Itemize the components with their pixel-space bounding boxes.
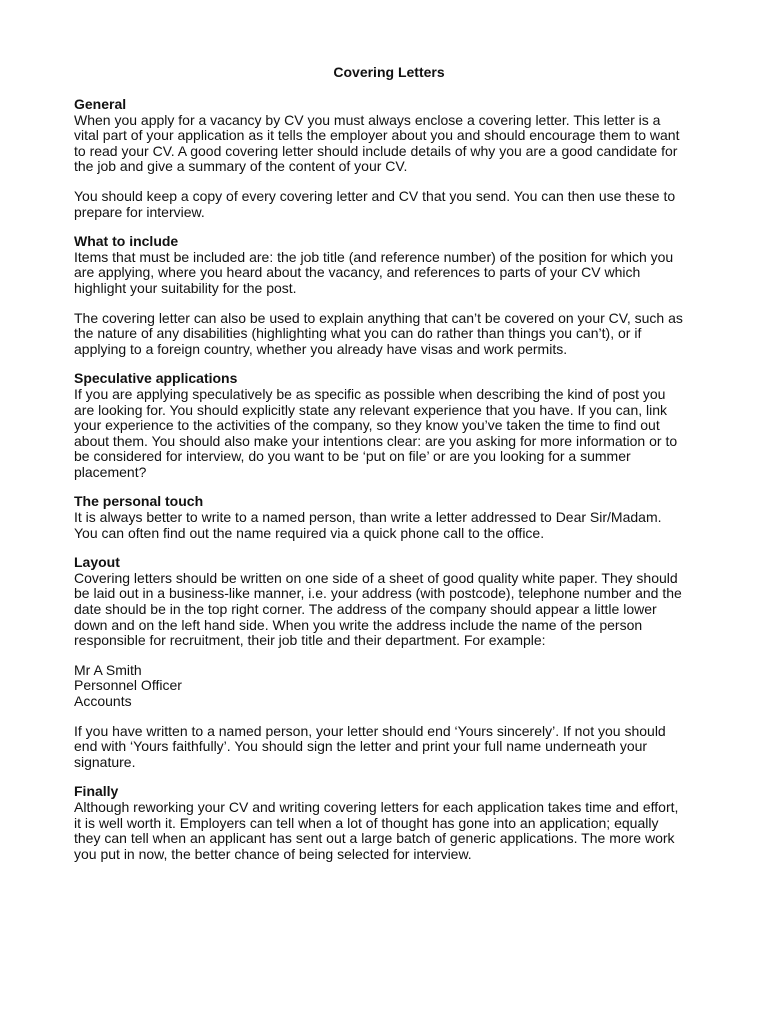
text-line: you put in now, the better chance of being selected for interview.: [74, 845, 472, 862]
text-line: You can often find out the name required via a quick phone call to the office.: [74, 524, 545, 541]
text-line: to read your CV. A good covering letter should include details of why you are a good candidate for: [74, 142, 678, 159]
text-line: vital part of your application as it tells the employer about you and should encourage them to want: [74, 127, 680, 144]
paragraph: [74, 571, 704, 649]
text-line: down and on the left hand side. When you write the address include the name of the person: [74, 616, 643, 633]
text-line: it is well worth it. Employers can tell when a lot of thought has gone into an application; equally: [74, 814, 659, 831]
text-line: end with ‘Yours faithfully’. You should sign the letter and print your full name underneath your: [74, 738, 648, 755]
paragraph: [74, 387, 704, 481]
section-heading: General: [74, 96, 127, 112]
text-line: It is always better to write to a named person, than write a letter addressed to Dear Sir/Madam.: [74, 509, 662, 526]
paragraph: [74, 311, 704, 358]
section-speculative-applications: [74, 371, 704, 480]
paragraph: [74, 189, 704, 220]
text-line: Although reworking your CV and writing covering letters for each application takes time and effort,: [74, 798, 679, 815]
document-title: Covering Letters: [333, 64, 445, 80]
text-line: highlight your suitability for the post.: [74, 279, 297, 296]
address-line: Personnel Officer: [74, 677, 182, 694]
text-line: the nature of any disabilities (highlighting what you can do rather than things you can’t), or if: [74, 325, 642, 342]
section-layout: [74, 555, 704, 770]
section-heading: The personal touch: [74, 493, 204, 510]
text-line: placement?: [74, 463, 147, 480]
text-line: signature.: [74, 753, 136, 770]
address-line: Mr A Smith: [74, 661, 142, 678]
text-line: are applying, where you heard about the vacancy, and references to parts of your CV which: [74, 264, 641, 281]
text-line: be considered for interview, do you want to be ‘put on file’ or are you looking for a summer: [74, 448, 631, 465]
text-line: about them. You should also make your intentions clear: are you asking for more information or to: [74, 432, 678, 449]
text-line: You should keep a copy of every covering letter and CV that you send. You can then use these to: [74, 187, 676, 204]
section-heading: Finally: [74, 783, 119, 800]
paragraph: [74, 724, 704, 771]
text-line: When you apply for a vacancy by CV you must always enclose a covering letter. This letter is a: [74, 111, 661, 128]
paragraph: [74, 250, 704, 297]
section-heading: Speculative applications: [74, 370, 238, 387]
section-heading: What to include: [74, 233, 179, 250]
text-line: The covering letter can also be used to explain anything that can’t be covered on your CV, such as: [74, 309, 683, 326]
text-line: responsible for recruitment, their job title and their department. For example:: [74, 632, 546, 649]
section-finally: [74, 784, 704, 862]
example-address: [74, 663, 704, 710]
section-heading: Layout: [74, 554, 120, 571]
text-line: they can tell when an applicant has sent out a large batch of generic applications. The more work: [74, 830, 675, 847]
paragraph: [74, 510, 704, 541]
section-the-personal-touch: [74, 494, 704, 541]
text-line: date should be in the top right corner. The address of the company should appear a little lower: [74, 601, 657, 618]
text-line: your experience to the activities of the company, so they know you’ve taken the time to find out: [74, 417, 660, 434]
text-line: If you have written to a named person, your letter should end ‘Yours sincerely’. If not you should: [74, 722, 666, 739]
text-line: Covering letters should be written on one side of a sheet of good quality white paper. They should: [74, 569, 678, 586]
text-line: be laid out in a business-like manner, i.e. your address (with postcode), telephone number and the: [74, 585, 682, 602]
document-page: [74, 64, 704, 876]
text-line: applying to a foreign country, whether you already have visas and work permits.: [74, 340, 568, 357]
paragraph: [74, 800, 704, 862]
text-line: the job and give a summary of the content of your CV.: [74, 158, 408, 175]
section-general: [74, 97, 704, 220]
text-line: are looking for. You should explicitly state any relevant experience that you have. If you can, link: [74, 401, 668, 418]
section-what-to-include: [74, 234, 704, 357]
document-body: [74, 97, 704, 862]
text-line: If you are applying speculatively be as specific as possible when describing the kind of post you: [74, 385, 666, 402]
address-line: Accounts: [74, 693, 132, 709]
text-line: prepare for interview.: [74, 203, 205, 220]
text-line: Items that must be included are: the job title (and reference number) of the position for which you: [74, 248, 674, 265]
paragraph: [74, 113, 704, 175]
